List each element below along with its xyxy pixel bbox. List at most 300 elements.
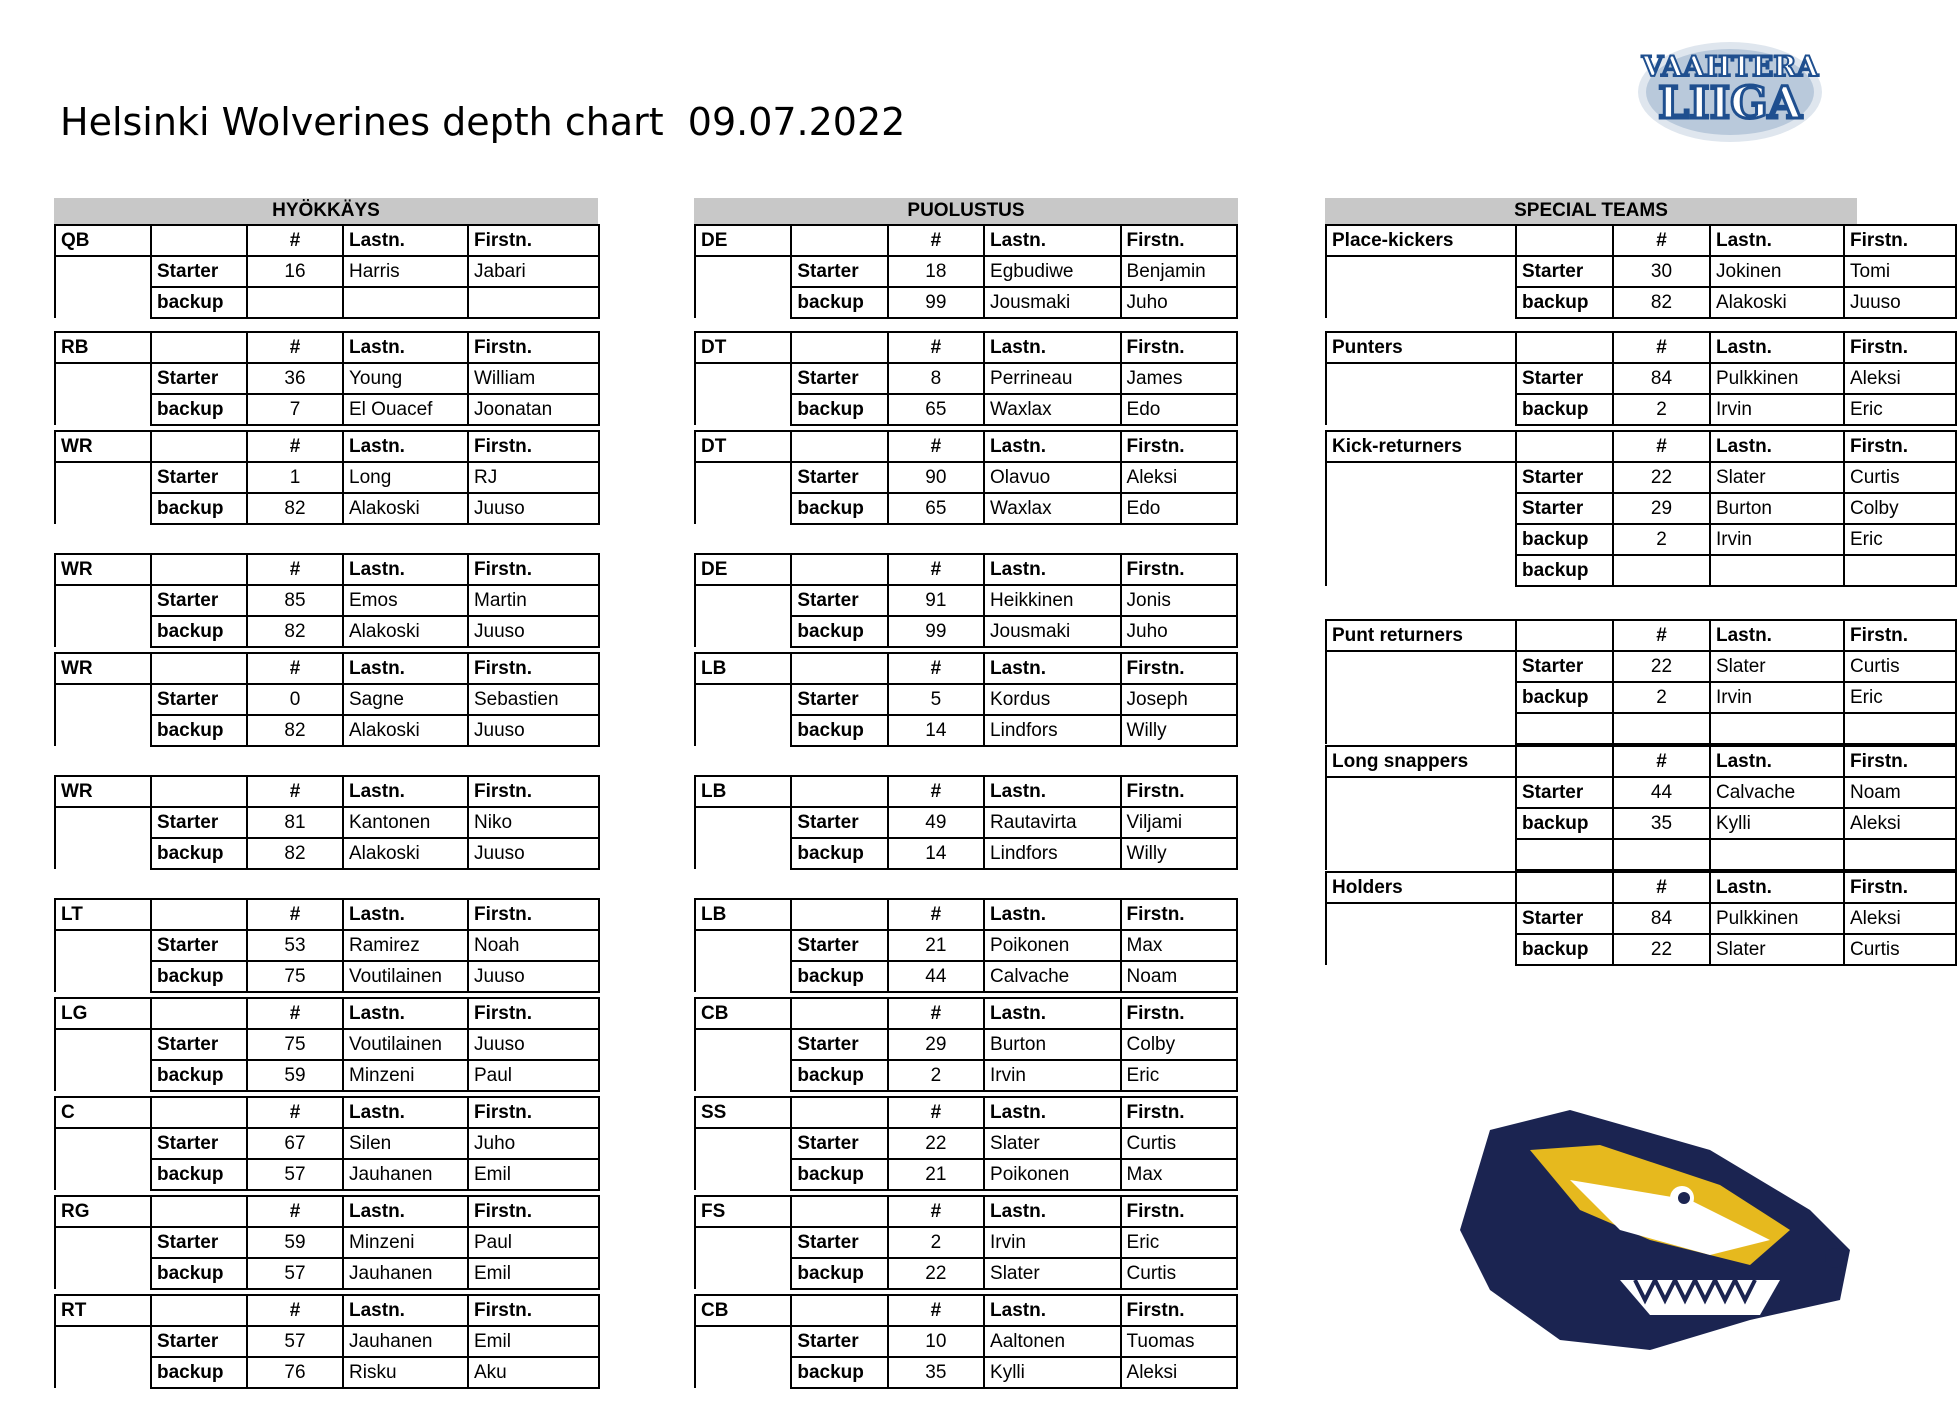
role-header-blank (151, 431, 247, 462)
player-number: 82 (1613, 287, 1710, 318)
player-row (695, 1029, 1237, 1060)
wolverine-mascot-logo (1450, 1090, 1860, 1360)
player-lastname: Ramirez (343, 930, 468, 961)
position-label: C (55, 1097, 151, 1128)
position-header-row (55, 1196, 599, 1227)
player-lastname: Alakoski (343, 715, 468, 746)
position-blank-cell (695, 287, 791, 318)
role-header-blank (791, 225, 887, 256)
player-row (1326, 682, 1956, 713)
player-row (55, 394, 599, 425)
logo-text-liiga: LIIGA (1658, 78, 1802, 129)
role-header-blank (791, 431, 887, 462)
role-label: backup (151, 1357, 247, 1388)
player-number: 10 (888, 1326, 984, 1357)
firstname-header: Firstn. (1844, 431, 1956, 462)
player-firstname: Juuso (1844, 287, 1956, 318)
position-blank-cell (55, 1258, 151, 1289)
position-table (54, 1096, 600, 1191)
position-table (54, 224, 600, 319)
lastname-header: Lastn. (343, 332, 468, 363)
role-header-blank (791, 899, 887, 930)
lastname-header: Lastn. (984, 1097, 1121, 1128)
position-blank-cell (1326, 808, 1516, 839)
offense-units (54, 224, 598, 1389)
position-header-row (1326, 872, 1956, 903)
player-number: 65 (888, 493, 984, 524)
position-table (54, 331, 600, 426)
player-lastname: Voutilainen (343, 961, 468, 992)
player-lastname: Alakoski (343, 616, 468, 647)
player-number: 30 (1613, 256, 1710, 287)
player-firstname: Max (1121, 930, 1237, 961)
lastname-header: Lastn. (984, 554, 1121, 585)
player-number: 82 (247, 616, 343, 647)
lastname-header: Lastn. (984, 1196, 1121, 1227)
player-number: 21 (888, 930, 984, 961)
position-header-row (695, 998, 1237, 1029)
player-number (1613, 713, 1710, 744)
player-firstname: Noam (1844, 777, 1956, 808)
position-table (1325, 430, 1957, 587)
position-header-row (695, 431, 1237, 462)
position-header-row (1326, 332, 1956, 363)
player-lastname: Jousmaki (984, 287, 1121, 318)
player-firstname: Martin (468, 585, 599, 616)
role-label: backup (151, 838, 247, 869)
role-label: backup (791, 715, 887, 746)
player-lastname: Minzeni (343, 1227, 468, 1258)
player-number: 90 (888, 462, 984, 493)
player-firstname: Eric (1844, 394, 1956, 425)
role-header-blank (151, 1097, 247, 1128)
firstname-header: Firstn. (1121, 1097, 1237, 1128)
player-number: 16 (247, 256, 343, 287)
player-number: 21 (888, 1159, 984, 1190)
player-firstname: Noam (1121, 961, 1237, 992)
position-blank-cell (695, 1159, 791, 1190)
position-header-row (695, 554, 1237, 585)
player-number: 2 (1613, 682, 1710, 713)
position-table (1325, 871, 1957, 966)
player-firstname: Eric (1844, 682, 1956, 713)
position-blank-cell (55, 1326, 151, 1357)
position-blank-cell (695, 930, 791, 961)
role-label: Starter (791, 1029, 887, 1060)
player-lastname: Kordus (984, 684, 1121, 715)
role-label (1516, 839, 1613, 870)
position-blank-cell (695, 684, 791, 715)
player-firstname: Benjamin (1121, 256, 1237, 287)
position-blank-cell (695, 493, 791, 524)
player-number: 8 (888, 363, 984, 394)
firstname-header: Firstn. (1121, 332, 1237, 363)
role-header-blank (791, 1295, 887, 1326)
defense-column (694, 198, 1238, 1389)
lastname-header: Lastn. (343, 653, 468, 684)
position-blank-cell (695, 1128, 791, 1159)
player-number: 76 (247, 1357, 343, 1388)
player-row (55, 1258, 599, 1289)
position-table (54, 553, 600, 648)
player-firstname: Curtis (1121, 1258, 1237, 1289)
firstname-header: Firstn. (468, 1295, 599, 1326)
player-firstname: Juuso (468, 715, 599, 746)
position-header-row (1326, 620, 1956, 651)
role-label: backup (151, 1060, 247, 1091)
firstname-header: Firstn. (468, 332, 599, 363)
player-lastname: Heikkinen (984, 585, 1121, 616)
player-number: 82 (247, 715, 343, 746)
role-label: Starter (151, 807, 247, 838)
role-header-blank (791, 1097, 887, 1128)
player-firstname: Curtis (1121, 1128, 1237, 1159)
special-teams-column (1325, 198, 1909, 966)
player-row (1326, 462, 1956, 493)
logo-text-vaahtera: VAAHTERA (1641, 50, 1819, 83)
player-firstname: Aleksi (1121, 462, 1237, 493)
position-blank-cell (695, 838, 791, 869)
role-label: backup (791, 1060, 887, 1091)
position-blank-cell (695, 462, 791, 493)
firstname-header: Firstn. (1121, 776, 1237, 807)
role-header-blank (791, 653, 887, 684)
player-firstname: Willy (1121, 838, 1237, 869)
position-blank-cell (1326, 493, 1516, 524)
position-table (694, 652, 1238, 747)
position-header-row (695, 1097, 1237, 1128)
player-row (1326, 363, 1956, 394)
player-firstname: Willy (1121, 715, 1237, 746)
role-label: Starter (1516, 651, 1613, 682)
player-row (55, 838, 599, 869)
role-label: Starter (151, 1029, 247, 1060)
player-firstname: Jonis (1121, 585, 1237, 616)
role-label: Starter (1516, 493, 1613, 524)
role-label: backup (151, 715, 247, 746)
player-firstname: Paul (468, 1227, 599, 1258)
firstname-header: Firstn. (1121, 653, 1237, 684)
position-label: RB (55, 332, 151, 363)
player-number: 65 (888, 394, 984, 425)
position-header-row (695, 653, 1237, 684)
player-lastname: Alakoski (1710, 287, 1844, 318)
player-lastname: Jousmaki (984, 616, 1121, 647)
player-firstname: Tomi (1844, 256, 1956, 287)
player-firstname: Eric (1121, 1227, 1237, 1258)
player-lastname: Calvache (1710, 777, 1844, 808)
position-blank-cell (55, 256, 151, 287)
position-label: WR (55, 653, 151, 684)
player-row (1326, 777, 1956, 808)
role-label: backup (151, 493, 247, 524)
lastname-header: Lastn. (1710, 332, 1844, 363)
number-header: # (1613, 225, 1710, 256)
position-table (1325, 331, 1957, 426)
role-label: Starter (151, 363, 247, 394)
player-number: 82 (247, 493, 343, 524)
role-label: backup (1516, 934, 1613, 965)
number-header: # (247, 554, 343, 585)
player-lastname: Harris (343, 256, 468, 287)
player-row (695, 256, 1237, 287)
player-number: 67 (247, 1128, 343, 1159)
player-number: 2 (888, 1060, 984, 1091)
player-lastname: Kantonen (343, 807, 468, 838)
position-header-row (695, 1295, 1237, 1326)
role-label: Starter (1516, 363, 1613, 394)
player-firstname: Curtis (1844, 934, 1956, 965)
player-row (55, 493, 599, 524)
player-row (695, 684, 1237, 715)
player-firstname: Edo (1121, 394, 1237, 425)
firstname-header: Firstn. (1121, 431, 1237, 462)
role-header-blank (1516, 225, 1613, 256)
firstname-header: Firstn. (1844, 746, 1956, 777)
number-header: # (888, 1196, 984, 1227)
player-firstname (1844, 839, 1956, 870)
firstname-header: Firstn. (1121, 1295, 1237, 1326)
lastname-header: Lastn. (1710, 746, 1844, 777)
player-firstname: Emil (468, 1159, 599, 1190)
position-blank-cell (55, 1357, 151, 1388)
role-label: backup (151, 1258, 247, 1289)
number-header: # (888, 225, 984, 256)
role-label: Starter (791, 1128, 887, 1159)
position-table (54, 775, 600, 870)
player-lastname: Calvache (984, 961, 1121, 992)
role-label: backup (1516, 808, 1613, 839)
player-number: 99 (888, 616, 984, 647)
position-header-row (1326, 746, 1956, 777)
lastname-header: Lastn. (1710, 872, 1844, 903)
player-firstname: Eric (1121, 1060, 1237, 1091)
player-lastname: Lindfors (984, 715, 1121, 746)
position-label: FS (695, 1196, 791, 1227)
position-table (54, 1195, 600, 1290)
lastname-header: Lastn. (984, 653, 1121, 684)
role-label: backup (151, 616, 247, 647)
player-number: 57 (247, 1326, 343, 1357)
player-firstname: William (468, 363, 599, 394)
player-lastname: Olavuo (984, 462, 1121, 493)
position-blank-cell (1326, 903, 1516, 934)
player-number: 84 (1613, 363, 1710, 394)
player-row (55, 1227, 599, 1258)
position-blank-cell (1326, 394, 1516, 425)
lastname-header: Lastn. (984, 225, 1121, 256)
player-firstname: Niko (468, 807, 599, 838)
player-number: 22 (888, 1258, 984, 1289)
player-number: 35 (888, 1357, 984, 1388)
position-label: SS (695, 1097, 791, 1128)
role-label: Starter (1516, 462, 1613, 493)
player-lastname: Emos (343, 585, 468, 616)
position-label: QB (55, 225, 151, 256)
position-blank-cell (695, 807, 791, 838)
player-firstname: RJ (468, 462, 599, 493)
player-firstname: Juuso (468, 838, 599, 869)
player-lastname: Kylli (984, 1357, 1121, 1388)
player-number: 2 (1613, 524, 1710, 555)
role-label: Starter (791, 807, 887, 838)
player-lastname: Silen (343, 1128, 468, 1159)
position-table (54, 1294, 600, 1389)
player-number: 82 (247, 838, 343, 869)
role-label (1516, 713, 1613, 744)
lastname-header: Lastn. (343, 431, 468, 462)
player-row (55, 1159, 599, 1190)
role-label: Starter (791, 930, 887, 961)
position-blank-cell (55, 1128, 151, 1159)
role-header-blank (791, 998, 887, 1029)
player-number: 14 (888, 838, 984, 869)
role-label: backup (791, 838, 887, 869)
player-lastname: Slater (1710, 462, 1844, 493)
player-firstname: Juho (1121, 616, 1237, 647)
position-blank-cell (695, 1227, 791, 1258)
position-label: Punt returners (1326, 620, 1516, 651)
position-header-row (55, 998, 599, 1029)
position-blank-cell (55, 838, 151, 869)
player-firstname: Edo (1121, 493, 1237, 524)
position-label: Long snappers (1326, 746, 1516, 777)
position-table (694, 997, 1238, 1092)
role-label: backup (791, 961, 887, 992)
player-firstname: Aleksi (1121, 1357, 1237, 1388)
role-header-blank (1516, 872, 1613, 903)
firstname-header: Firstn. (1844, 225, 1956, 256)
position-label: LT (55, 899, 151, 930)
player-lastname: Risku (343, 1357, 468, 1388)
player-firstname: Juuso (468, 961, 599, 992)
player-row (1326, 394, 1956, 425)
player-lastname: Minzeni (343, 1060, 468, 1091)
player-row (55, 585, 599, 616)
firstname-header: Firstn. (468, 776, 599, 807)
lastname-header: Lastn. (343, 554, 468, 585)
position-blank-cell (55, 1227, 151, 1258)
player-lastname (343, 287, 468, 318)
vaahtera-liiga-logo (1630, 30, 1830, 150)
position-blank-cell (1326, 256, 1516, 287)
position-blank-cell (695, 1029, 791, 1060)
player-row (55, 1128, 599, 1159)
position-header-row (55, 225, 599, 256)
role-label: Starter (791, 585, 887, 616)
player-lastname: Jauhanen (343, 1326, 468, 1357)
position-blank-cell (55, 1060, 151, 1091)
number-header: # (247, 653, 343, 684)
player-row (695, 1159, 1237, 1190)
player-firstname: Aleksi (1844, 363, 1956, 394)
player-lastname: Aaltonen (984, 1326, 1121, 1357)
number-header: # (247, 225, 343, 256)
player-row (1326, 808, 1956, 839)
position-blank-cell (695, 1326, 791, 1357)
player-row (695, 807, 1237, 838)
position-blank-cell (55, 961, 151, 992)
player-row (1326, 287, 1956, 318)
role-label: Starter (151, 930, 247, 961)
player-lastname: Burton (984, 1029, 1121, 1060)
number-header: # (888, 431, 984, 462)
position-blank-cell (1326, 555, 1516, 586)
number-header: # (888, 776, 984, 807)
player-firstname: Curtis (1844, 462, 1956, 493)
role-label: backup (791, 1357, 887, 1388)
player-lastname: Egbudiwe (984, 256, 1121, 287)
player-lastname: Alakoski (343, 838, 468, 869)
player-row (695, 1128, 1237, 1159)
player-firstname: Juuso (468, 616, 599, 647)
offense-column (54, 198, 598, 1389)
player-number: 36 (247, 363, 343, 394)
role-label: Starter (791, 684, 887, 715)
role-label: backup (791, 394, 887, 425)
role-header-blank (151, 332, 247, 363)
player-firstname: Colby (1121, 1029, 1237, 1060)
firstname-header: Firstn. (468, 431, 599, 462)
number-header: # (888, 554, 984, 585)
player-lastname: Jauhanen (343, 1159, 468, 1190)
lastname-header: Lastn. (343, 776, 468, 807)
position-blank-cell (695, 363, 791, 394)
player-number: 29 (1613, 493, 1710, 524)
player-lastname: Burton (1710, 493, 1844, 524)
role-label: Starter (791, 1227, 887, 1258)
position-blank-cell (1326, 363, 1516, 394)
position-blank-cell (1326, 682, 1516, 713)
position-blank-cell (55, 684, 151, 715)
player-row (695, 838, 1237, 869)
player-number: 99 (888, 287, 984, 318)
player-number: 81 (247, 807, 343, 838)
player-firstname: Eric (1844, 524, 1956, 555)
position-blank-cell (1326, 462, 1516, 493)
number-header: # (247, 899, 343, 930)
player-number: 22 (1613, 934, 1710, 965)
role-label: backup (791, 616, 887, 647)
player-row (695, 493, 1237, 524)
position-label: CB (695, 998, 791, 1029)
player-row (1326, 651, 1956, 682)
player-row (695, 1357, 1237, 1388)
player-firstname (1844, 555, 1956, 586)
defense-header: PUOLUSTUS (694, 198, 1238, 224)
position-table (1325, 224, 1957, 319)
number-header: # (1613, 332, 1710, 363)
player-lastname: Alakoski (343, 493, 468, 524)
role-label: backup (791, 1159, 887, 1190)
lastname-header: Lastn. (1710, 225, 1844, 256)
player-lastname: Slater (984, 1128, 1121, 1159)
number-header: # (1613, 431, 1710, 462)
firstname-header: Firstn. (1121, 554, 1237, 585)
position-header-row (55, 332, 599, 363)
player-row (695, 616, 1237, 647)
position-header-row (55, 899, 599, 930)
player-number: 18 (888, 256, 984, 287)
role-header-blank (791, 1196, 887, 1227)
player-number (1613, 839, 1710, 870)
number-header: # (1613, 620, 1710, 651)
firstname-header: Firstn. (468, 653, 599, 684)
role-label: Starter (791, 363, 887, 394)
offense-header: HYÖKKÄYS (54, 198, 598, 224)
position-blank-cell (55, 585, 151, 616)
player-row (695, 715, 1237, 746)
